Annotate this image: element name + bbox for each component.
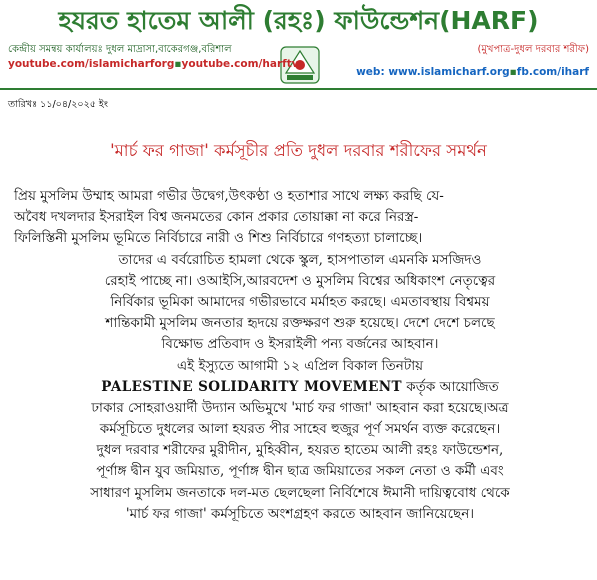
body-line: প্রিয় মুসলিম উম্মাহ আমরা গভীর উদ্বেগ,উৎকণ্ঠা ও হতাশার সাথে লক্ষ্য করছি যে- — [14, 188, 444, 204]
office-address: কেন্দ্রীয় সমন্বয় কার্যালয়ঃ দুধল মাদ্রাসা,বাকেরগঞ্জ,বরিশাল — [8, 44, 232, 55]
document-date: তারিখঃ ১১/০৪/২০২৫ ইং — [8, 99, 108, 110]
event-name: PALESTINE SOLIDARITY MOVEMENT — [101, 378, 402, 395]
website-link[interactable]: www.islamicharf.org — [388, 66, 510, 78]
body-line: 'মার্চ ফর গাজা' কর্মসূচিতে অংশগ্রহণ করতে আহবান জানিয়েছেন। — [125, 505, 475, 522]
body-line: বিক্ষোভ প্রতিবাদ ও ইসরাইলী পন্য বর্জনের আহবান। — [161, 336, 439, 353]
body-line: ঢাকার সোহরাওয়ার্দী উদ্যান অভিমুখে 'মার্চ ফর গাজা' আহবান করা হয়েছে।অত্র — [91, 399, 509, 416]
body-line: অবৈধ দখলদার ইসরাইল বিশ্ব জনমতের কোন প্রকার তোয়াক্কা না করে নিরস্ত্র- — [14, 209, 419, 226]
youtube-links: youtube.com/islamicharforg▪youtube.com/harftv — [8, 58, 299, 70]
statement-body — [14, 186, 586, 525]
body-line: এই ইস্যুতে আগামী ১২ এপ্রিল বিকাল তিনটায় — [176, 357, 424, 374]
body-line: দুধল দরবার শরীফের মুরীদীন, মুহিব্বীন, হযরত হাতেম আলী রহঃ ফাউন্ডেশন, — [96, 442, 504, 459]
tagline: (মুখপাত্র-দুধল দরবার শরীফ) — [477, 44, 589, 55]
body-line: কর্মসূচিতে দুধলের আলা হযরত পীর সাহেব হুজুর পূর্ণ সমর্থন ব্যক্ত করেছেন। — [99, 421, 501, 438]
organization-name: হযরত হাতেম আলী (রহঃ) ফাউন্ডেশন(HARF) — [58, 6, 539, 35]
header-divider — [0, 88, 597, 90]
youtube-link-2[interactable]: youtube.com/harftv — [181, 58, 299, 70]
facebook-link[interactable]: fb.com/iharf — [516, 66, 589, 78]
event-line — [14, 377, 586, 398]
web-label: web: — [356, 66, 385, 78]
body-line: তাদের এ বর্বরোচিত হামলা থেকে স্কুল, হাসপাতাল এমনকি মসজিদও — [118, 251, 482, 268]
headline: 'মার্চ ফর গাজা' কর্মসূচীর প্রতি দুধল দরবার শরীফের সমর্থন — [110, 141, 487, 160]
body-line: রেহাই পাচ্ছে না। ওআইসি,আরবদেশ ও মুসলিম বিশ্বের অধিকাংশ নেতৃত্বের — [104, 272, 496, 289]
letterhead — [0, 0, 597, 88]
body-line: সাধারণ মুসলিম জনতাকে দল-মত ছেলছেলা নির্বিশেষে ঈমানী দায়িত্ববোধ থেকে — [90, 484, 510, 501]
body-line: পূর্ণাঙ্গ দ্বীন যুব জমিয়াত, পূর্ণাঙ্গ দ্বীন ছাত্র জমিয়াতের সকল নেতা ও কর্মী এবং — [96, 463, 504, 480]
body-line: ফিলিস্তিনী মুসলিম ভূমিতে নির্বিচারে নারী ও শিশু নির্বিচারে গণহত্যা চালাচ্ছে। — [14, 230, 423, 247]
youtube-link-1[interactable]: youtube.com/islamicharforg — [8, 58, 175, 70]
web-links: web: www.islamicharf.org▪fb.com/iharf — [356, 66, 589, 78]
body-line: নির্বিকার ভূমিকা আমাদের গভীরভাবে মর্মাহত করছে। এমতাবস্থায় বিশ্বময় — [110, 293, 490, 310]
body-line: শান্তিকামী মুসলিম জনতার হৃদয়ে রক্তক্ষরণ শুরু হয়েছে। দেশে দেশে চলছে — [105, 315, 495, 332]
event-suffix: কর্তৃক আয়োজিত — [402, 378, 499, 395]
